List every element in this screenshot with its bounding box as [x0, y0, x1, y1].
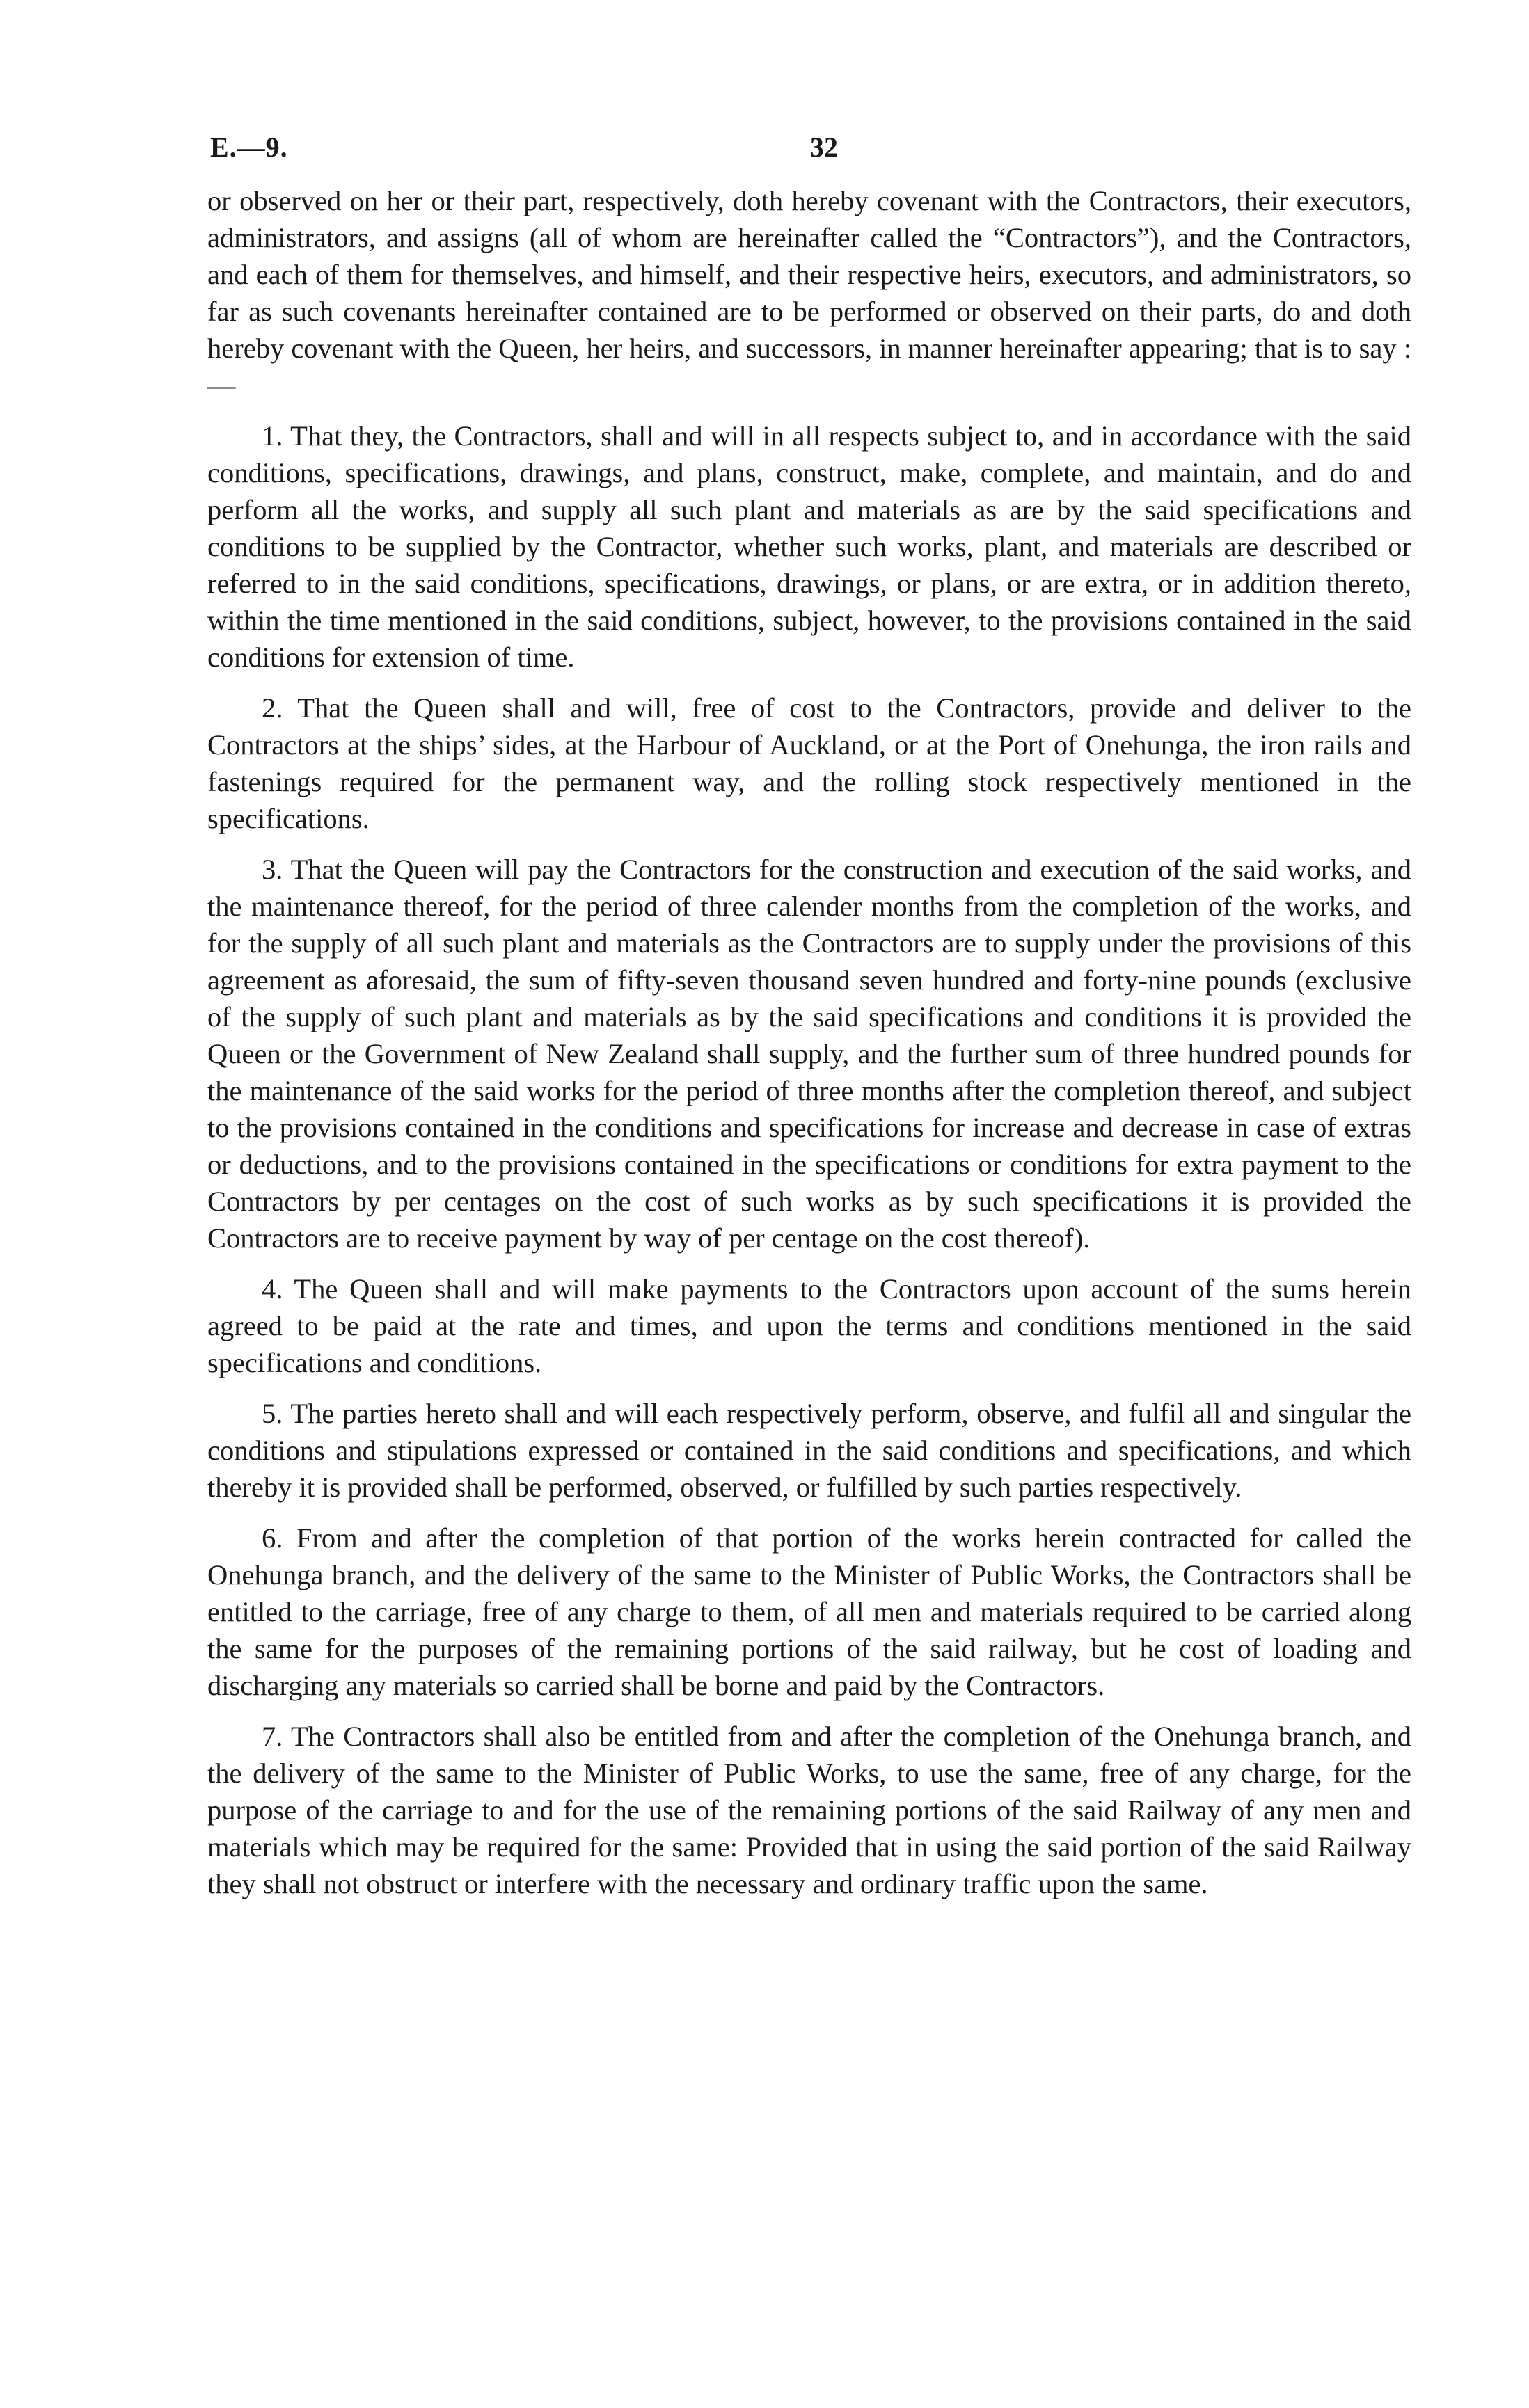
paragraph-clause-5: 5. The parties hereto shall and will each respectively perform, observe, and fulfil all and singular the conditions and stipulations expressed or contained in the said conditions and specifications, and which thereby it is provided shall be performed, observed, or fulfilled by such parties respectively. — [207, 1398, 1411, 1503]
paragraph-clause-7: 7. The Contractors shall also be entitled from and after the completion of the Onehunga branch, and the delivery of the same to the Minister of Public Works, to use the same, free of any charge, for the purpose of the carriage to and for the use of the remaining portions of the said Railway of any men and materials which may be required for the same: Provided that in using the said portion of the said Railway they shall not obstruct or interfere with the necessary and ordinary traffic upon the same. — [207, 1721, 1411, 1899]
page-number: 32 — [810, 131, 838, 163]
document-reference: E.—9. — [210, 131, 288, 163]
paragraph-clause-6: 6. From and after the completion of that portion of the works herein contracted for called the Onehunga branch, and the delivery of the same to the Minister of Public Works, the Contractors shall be entitled to the carriage, free of any charge to them, of all men and materials required to be carried along the same for the purposes of the remaining portions of the said railway, but he cost of loading and discharging any materials so carried shall be borne and paid by the Contractors. — [207, 1522, 1411, 1701]
paragraph-clause-4: 4. The Queen shall and will make payments to the Contractors upon account of the sums herein agreed to be paid at the rate and times, and upon the terms and conditions mentioned in the said specifications and conditions. — [207, 1273, 1411, 1378]
document-body — [207, 182, 1411, 1916]
paragraph-intro: or observed on her or their part, respectively, doth hereby covenant with the Contractors, their executors, administrators, and assigns (all of whom are hereinafter called the “Contractors”), and the Contractors, and each of them for themselves, and himself, and their respective heirs, executors, and administrators, so far as such covenants hereinafter contained are to be performed or observed on their parts, do and doth hereby covenant with the Queen, her heirs, and successors, in manner hereinafter appearing; that is to say :— — [207, 185, 1411, 401]
paragraph-clause-1: 1. That they, the Contractors, shall and will in all respects subject to, and in accordance with the said conditions, specifications, drawings, and plans, construct, make, complete, and maintain, and do and perform all the works, and supply all such plant and materials as are by the said specifications and conditions to be supplied by the Contractor, whether such works, plant, and materials are described or referred to in the said conditions, specifications, drawings, or plans, or are extra, or in addition thereto, within the time mentioned in the said conditions, subject, however, to the provisions contained in the said conditions for extension of time. — [207, 420, 1411, 673]
paragraph-clause-3: 3. That the Queen will pay the Contractors for the construction and execution of the said works, and the maintenance thereof, for the period of three calender months from the completion of the works, and for the supply of all such plant and materials as the Contractors are to supply under the provisions of this agreement as aforesaid, the sum of fifty-seven thousand seven hundred and forty-nine pounds (exclusive of the supply of such plant and materials as by the said specifications and conditions it is provided the Queen or the Government of New Zealand shall supply, and the further sum of three hundred pounds for the maintenance of the said works for the period of three months after the completion thereof, and subject to the provisions contained in the conditions and specifications for increase and decrease in case of extras or deductions, and to the provisions contained in the specifications or conditions for extra payment to the Contractors by per centages on the cost of such works as by such specifications it is provided the Contractors are to receive payment by way of per centage on the cost thereof). — [207, 854, 1411, 1254]
paragraph-clause-2: 2. That the Queen shall and will, free of cost to the Contractors, provide and deliver to the Contractors at the ships’ sides, at the Harbour of Auckland, or at the Port of Onehunga, the iron rails and fastenings required for the permanent way, and the rolling stock respectively mentioned in the specifications. — [207, 692, 1411, 834]
page-header — [210, 131, 1393, 173]
